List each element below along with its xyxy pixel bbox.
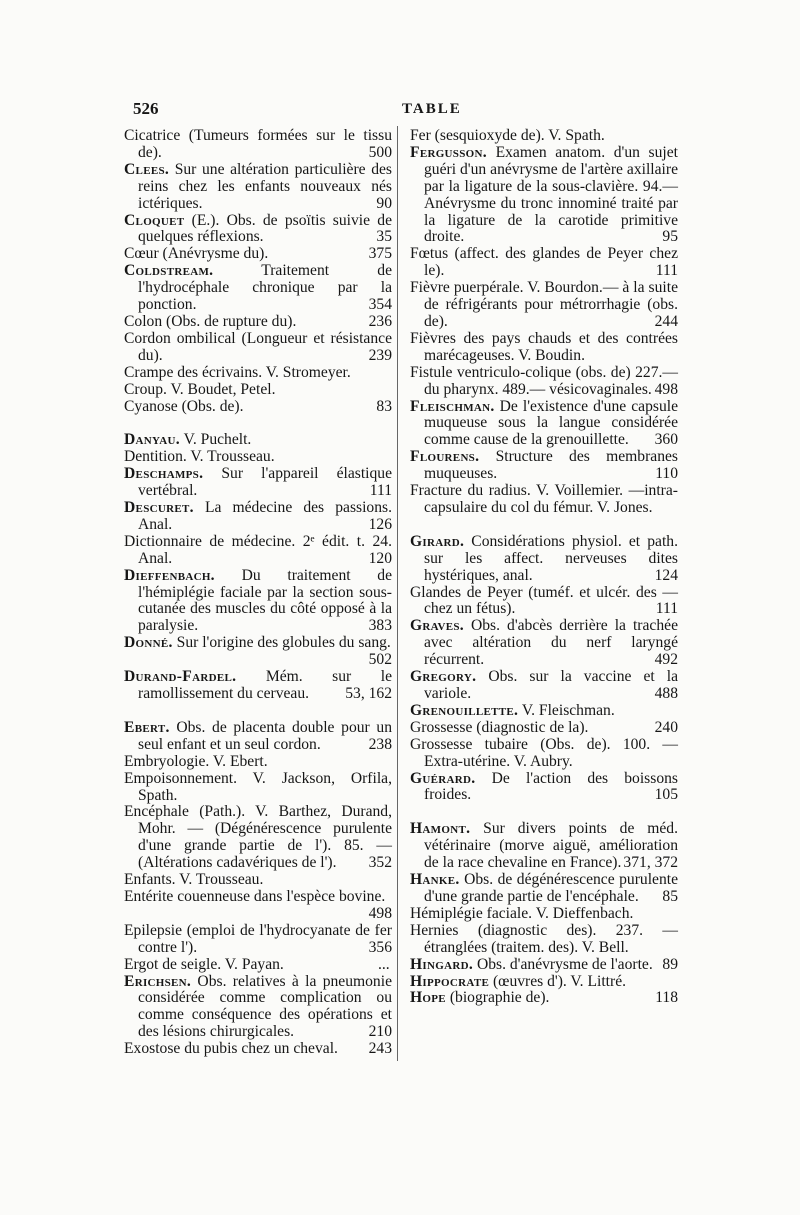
entry-page-ref: 360 [654,431,678,449]
entry-page-ref: 111 [655,600,678,618]
entry-text: Obs. relatives à la pneumonie considérée comme complication ou comme conséquence des opérations et des lésions chirurgicales. [138,972,392,1041]
entry-heading: Hingard. [410,955,474,973]
section-gap [124,703,392,720]
index-entry [124,500,392,534]
entry-page-ref: 498 [368,904,392,922]
entry-page-ref: 371, 372 [623,854,678,872]
entry-page-ref: 111 [369,482,392,500]
index-entry [410,145,678,246]
entry-heading: Flourens. [410,448,480,466]
entry-text: Obs. de dégénérescence purulente d'une grande partie de l'encéphale. [424,871,678,905]
page-number: 526 [133,99,159,118]
entry-page-ref: 500 [368,143,392,161]
index-entry [410,821,678,872]
index-entry [124,365,392,382]
entry-page-ref: 244 [654,312,678,330]
index-entry [410,923,678,957]
index-entry [410,703,678,720]
entry-page-ref: 488 [654,685,678,702]
index-entry [410,957,678,974]
entry-page-ref: 85 [662,887,678,905]
index-entry [410,906,678,923]
entry-page-ref: 356 [368,938,392,956]
entry-text: Du traitement de l'hémiplégie faciale par la section sous-cutanée des muscles du côté opposé à la paralysie. [138,566,392,635]
entry-text: Fistule ventriculo-colique (obs. de) 227.—du pharynx. 489.— vésicovaginales. [410,363,678,398]
index-entry [410,872,678,906]
index-entry [410,365,678,399]
entry-heading: Hope [410,989,446,1007]
entry-text: Traitement de l'hydrocéphale chronique par la ponction. [138,262,392,314]
entry-page-ref: 492 [654,651,678,669]
entry-heading: Gregory. [410,668,477,686]
index-entry [124,568,392,636]
entry-heading: Hamont. [410,820,471,838]
entry-page-ref: 243 [368,1040,392,1058]
index-entry [124,162,392,213]
entry-page-ref: 126 [368,515,392,533]
entry-text: Empoisonnement. V. Jackson, Orfila, Spath. [124,769,392,804]
entry-heading: Graves. [410,617,464,635]
entry-text: Sur l'appareil élastique vertébral. [138,465,392,500]
entry-page-ref: 498 [654,380,678,398]
entry-heading: Coldstream. [124,262,214,280]
index-entry [124,804,392,872]
entry-text: Grossesse tubaire (Obs. de). 100. — Extra-utérine. V. Aubry. [410,735,678,770]
entry-text: Fer (sesquioxyde de). V. Spath. [410,127,605,144]
entry-page-ref: 383 [368,617,392,635]
entry-text: Cordon ombilical (Longueur et résistance du). [124,329,392,364]
entry-text: Enfants. V. Trousseau. [124,871,264,889]
index-entry [410,720,678,737]
entry-page-ref: 502 [368,651,392,669]
index-entry [124,534,392,568]
entry-heading: Clees. [124,160,170,178]
entry-text: Grossesse (diagnostic de la). [410,718,589,736]
index-entry [410,280,678,331]
index-entry [124,263,392,314]
entry-page-ref: 124 [654,566,678,584]
index-entry [410,483,678,517]
entry-page-ref: 354 [368,296,392,314]
entry-heading: Grenouillette. [410,701,519,719]
entry-text: Hernies (diagnostic des). 237. — étranglées (traitem. des). V. Bell. [410,921,678,956]
index-entry [410,585,678,619]
entry-text: Obs. d'anévrysme de l'aorte. [473,955,653,973]
entry-page-ref: 90 [376,194,392,212]
index-entry [124,331,392,365]
index-entry [124,754,392,771]
entry-text: Fracture du radius. V. Voillemier. —intra-capsulaire du col du fémur. V. Jones. [410,482,678,516]
entry-text: De l'action des boissons froides. [424,769,678,804]
entry-text: Encéphale (Path.). V. Barthez, Durand, Mohr. — (Dégénérescence purulente d'une grande partie de l'). 85. — (Altérations cadavériques de l'). [124,803,392,872]
entry-text: Fœtus (affect. des glandes de Peyer chez le). [410,245,678,280]
entry-page-ref: 239 [368,346,392,364]
index-entry [124,466,392,500]
entry-page-ref: 240 [654,718,678,736]
entry-text: Obs. de placenta double pour un seul enfant et un seul cordon. [138,718,392,753]
entry-heading: Erichsen. [124,972,192,990]
entry-text: Sur divers points de méd. vétérinaire (morve aiguë, amélioration de la race chevaline en France). [424,820,678,872]
index-entry [124,889,392,923]
index-entry [410,128,678,145]
entry-heading: Donné. [124,634,173,652]
entry-heading: Fleischman. [410,397,495,415]
index-entry [410,974,678,991]
entry-text: Epilepsie (emploi de l'hydrocyanate de fer contre l'). [124,921,392,956]
entry-page-ref: 120 [368,549,392,567]
right-column [410,128,678,1007]
entry-text: Sur une altération particulière des reins chez les enfants nouveaux nés ictériques. [138,160,392,212]
entry-heading: Ebert. [124,718,170,736]
index-entry [410,534,678,585]
entry-heading: Guérard. [410,769,476,787]
entry-page-ref: 210 [368,1023,392,1041]
entry-text: Obs. d'abcès derrière la trachée avec altération du nerf laryngé récurrent. [424,617,678,669]
entry-text: Glandes de Peyer (tuméf. et ulcér. des — chez un fétus). [410,583,678,618]
index-entry [124,1041,392,1058]
index-entry [410,771,678,805]
entry-text: (biographie de). [445,989,550,1007]
entry-heading: Dieffenbach. [124,566,215,584]
entry-text: Entérite couenneuse dans l'espèce bovine. [124,887,386,905]
entry-page-ref: 83 [376,397,392,415]
index-entry [124,432,392,449]
entry-heading: Girard. [410,532,465,550]
entry-page-ref: 111 [655,262,678,280]
index-entry [124,128,392,162]
index-entry [124,720,392,754]
index-entry [410,618,678,669]
entry-text: Examen anatom. d'un sujet guéri d'un anévrysme de l'artère axillaire par la ligature de la sous-clavière. 94.—Anévrysme du tronc innominé traité par la ligature de la carotide primitive droite. [424,143,678,246]
index-entry [124,923,392,957]
entry-heading: Descuret. [124,499,194,517]
entry-text: Fièvres des pays chauds et des contrées marécageuses. V. Boudin. [410,329,678,364]
entry-page-ref: 89 [662,955,678,973]
entry-page-ref: 105 [654,786,678,804]
entry-text: Structure des membranes muqueuses. [424,448,678,483]
section-gap [124,415,392,432]
column-divider [397,126,398,1061]
entry-page-ref: 118 [655,989,678,1007]
index-entry [124,314,392,331]
entry-page-ref: 95 [662,228,678,246]
index-entry [124,974,392,1042]
entry-text: Colon (Obs. de rupture du). [124,312,297,330]
index-entry [410,449,678,483]
index-entry [124,669,392,703]
entry-text: Cicatrice (Tumeurs formées sur le tissu de). [124,127,392,161]
entry-text: Dentition. V. Trousseau. [124,448,275,466]
index-entry [124,246,392,263]
index-entry [124,635,392,669]
entry-text: Considérations physiol. et path. sur les affect. nerveuses dites hystériques, anal. [424,532,678,584]
section-gap [410,517,678,534]
entry-heading: Fergusson. [410,143,487,161]
index-entry [124,872,392,889]
entry-heading: Hippocrate [410,972,490,990]
index-entry [410,331,678,365]
entry-text: V. Puchelt. [179,431,252,449]
index-entry [124,213,392,247]
entry-text: Sur l'origine des globules du sang. [172,634,391,652]
entry-page-ref: 53, 162 [345,685,392,702]
entry-text: Ergot de seigle. V. Payan. [124,955,284,973]
entry-text: Obs. sur la vaccine et la variole. [424,668,678,702]
entry-page-ref: 352 [368,854,392,872]
entry-text: Exostose du pubis chez un cheval. [124,1040,338,1058]
index-entry [410,737,678,771]
entry-page-ref: 110 [655,465,678,483]
index-entry [124,399,392,416]
index-entry [124,449,392,466]
entry-heading: Danyau. [124,431,180,449]
entry-text: Embryologie. V. Ebert. [124,752,268,770]
index-entry [124,382,392,399]
entry-text: Cyanose (Obs. de). [124,397,244,415]
entry-text: Croup. V. Boudet, Petel. [124,380,276,398]
entry-text: Mém. sur le ramollissement du cerveau. [138,668,392,702]
running-title: TABLE [402,101,462,117]
entry-text: Crampe des écrivains. V. Stromeyer. [124,363,351,381]
entry-page-ref: 35 [376,228,392,246]
index-entry: Ergot de seigle. V. Payan. ... [124,955,390,973]
entry-text: Cœur (Anévrysme du). [124,245,269,263]
entry-text: V. Fleischman. [518,701,615,719]
entry-heading: Cloquet [124,211,185,229]
entry-text: (E.). Obs. de psoïtis suivie de quelques réflexions. [138,211,392,246]
index-entry [410,399,678,450]
entry-heading: Deschamps. [124,465,204,483]
entry-text: Hémiplégie faciale. V. Dieffenbach. [410,904,634,922]
entry-page-ref: 238 [368,735,392,753]
entry-page-ref: 375 [368,245,392,263]
entry-text: La médecine des passions. Anal. [138,499,392,533]
entry-text: De l'existence d'une capsule muqueuse sous la langue considérée comme cause de la grenouillette. [424,397,678,449]
index-entry [410,990,678,1007]
index-entry [410,246,678,280]
left-column [124,128,392,1058]
section-gap [410,804,678,821]
entry-text: Fièvre puerpérale. V. Bourdon.— à la suite de réfrigérants pour métrorrhagie (obs. de). [410,279,678,330]
index-entry [410,669,678,703]
entry-text: (œuvres d'). V. Littré. [489,972,627,990]
entry-text: Dictionnaire de médecine. 2ᵉ édit. t. 24. Anal. [124,532,392,567]
entry-heading: Hanke. [410,871,460,889]
entry-page-ref: 236 [368,312,392,330]
index-entry [124,771,392,805]
entry-heading: Durand-Fardel. [124,668,237,686]
